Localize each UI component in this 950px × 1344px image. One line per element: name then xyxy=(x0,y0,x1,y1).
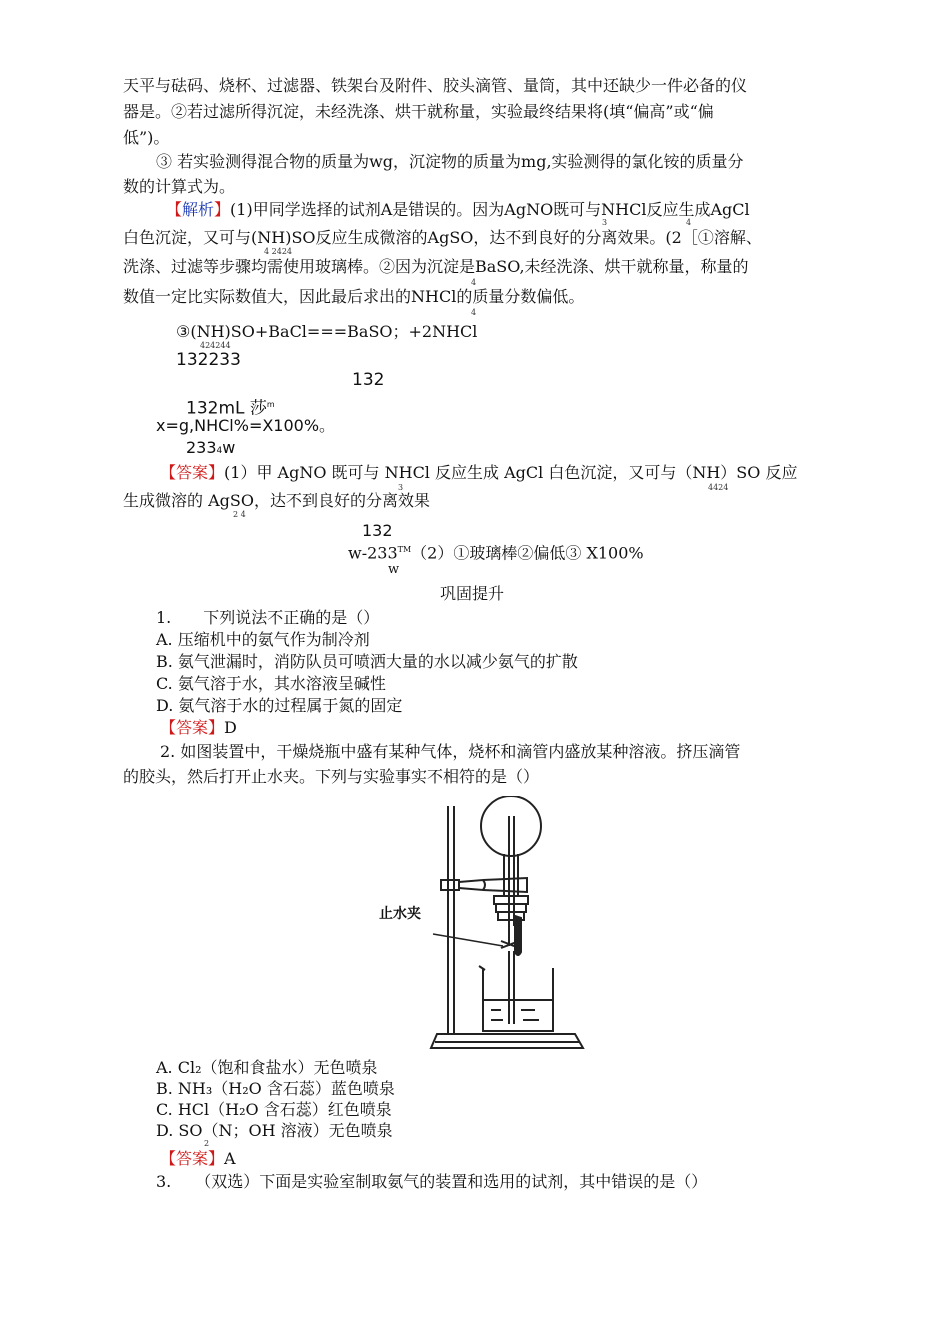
text-line: 数的计算式为。 xyxy=(123,177,236,196)
text-line: 器是。②若过滤所得沉淀，未经洗涤、烘干就称量，实验最终结果将(填“偏高”或“偏 xyxy=(123,102,714,121)
q2-stem-line-1: 2. 如图装置中，干燥烧瓶中盛有某种气体，烧杯和滴管内盛放某种溶液。挤压滴管 xyxy=(160,742,741,761)
result-line: x=g,NHCl%=X100%。 xyxy=(156,416,336,435)
text-line: ③ 若实验测得混合物的质量为wg，沉淀物的质量为mg,实验测得的氯化铵的质量分 xyxy=(156,152,744,171)
denominator xyxy=(186,438,235,461)
answer-text: (1）甲 AgNO 既可与 NHCl 反应生成 AgCl 白色沉淀，又可与（NH）SO 反应 xyxy=(224,463,798,482)
q2-stem-line-2: 的胶头，然后打开止水夹。下列与实验事实不相符的是（） xyxy=(123,767,540,786)
answer-part-2: （2）①玻璃棒②偏低③ X100% xyxy=(411,543,644,563)
answer-tag: 【答案】 xyxy=(160,1149,225,1168)
fraction-numerator: 132 xyxy=(352,370,385,390)
equation: ③(NH)SO+BaCl===BaSO；+2NHCl xyxy=(176,322,478,341)
denominator-value: 233 xyxy=(186,438,217,457)
subscript: 4 xyxy=(471,278,477,287)
answer-fraction-denominator: w xyxy=(388,562,400,577)
answer-1-line-2: 生成微溶的 AgSO，达不到良好的分离效果 xyxy=(123,491,430,510)
subscript: 2 xyxy=(204,1139,210,1148)
answer-tag: 【答案】 xyxy=(160,463,225,482)
answer-1-line-1 xyxy=(160,463,797,483)
q1-stem: 1. 下列说法不正确的是（） xyxy=(156,608,380,627)
subscript: 4 2424 xyxy=(264,247,292,256)
q2-option-a: A. Cl₂（饱和食盐水）无色喷泉 xyxy=(156,1058,378,1077)
q1-answer xyxy=(160,718,237,738)
superscript: TM xyxy=(397,545,412,554)
subscript: 3 xyxy=(602,218,608,227)
answer-tag: 【答案】 xyxy=(160,718,225,737)
proportion-text: 132mL 莎 xyxy=(186,398,267,419)
q1-option-c: C. 氨气溶于水，其水溶液呈碱性 xyxy=(156,674,386,693)
subscript: 424244 xyxy=(200,341,231,350)
molar-mass-row: 132233 xyxy=(176,350,241,370)
analysis-line-2: 白色沉淀，又可与(NH)SO反应生成微溶的AgSO，达不到良好的分离效果。(2［①溶解、 xyxy=(123,228,762,247)
q1-option-d: D. 氨气溶于水的过程属于氮的固定 xyxy=(156,696,403,715)
q2-option-b: B. NH₃（H₂O 含石蕊）蓝色喷泉 xyxy=(156,1079,395,1098)
q2-option-d: D. SO（N；OH 溶液）无色喷泉 xyxy=(156,1121,393,1140)
analysis-tag-open: 【 xyxy=(166,200,183,219)
subscript: 4424 xyxy=(708,483,729,492)
analysis-tag-word: 解析 xyxy=(182,200,215,219)
analysis-line-4: 数值一定比实际数值大，因此最后求出的NHCl的质量分数偏低。 xyxy=(123,287,585,306)
subscript: 4 xyxy=(686,218,692,227)
answer-value: A xyxy=(224,1149,236,1168)
answer-fraction-numerator: 132 xyxy=(362,521,393,540)
text-line: 天平与砝码、烧杯、过滤器、铁架台及附件、胶头滴管、量筒，其中还缺少一件必备的仪 xyxy=(123,76,748,95)
analysis-tag-close: 】 xyxy=(214,200,231,219)
q1-option-a: A. 压缩机中的氨气作为制冷剂 xyxy=(156,630,370,649)
apparatus-figure xyxy=(375,796,595,1056)
subscript: 3 xyxy=(398,483,404,492)
text-line: 低”)。 xyxy=(123,128,170,147)
subscript: 4 xyxy=(216,446,223,456)
q1-option-b: B. 氨气泄漏时，消防队员可喷洒大量的水以减少氨气的扩散 xyxy=(156,652,578,671)
answer-value: D xyxy=(224,718,237,737)
analysis-line-3: 洗涤、过滤等步骤均需使用玻璃棒。②因为沉淀是BaSO,未经洗涤、烘干就称量，称量的 xyxy=(123,257,749,276)
answer-denominator: w-233 xyxy=(348,543,398,563)
q2-option-c: C. HCl（H₂O 含石蕊）红色喷泉 xyxy=(156,1100,392,1119)
q2-answer xyxy=(160,1149,236,1169)
superscript: m xyxy=(266,400,275,409)
analysis-heading xyxy=(166,200,750,220)
fountain-apparatus-drawing xyxy=(375,796,595,1056)
subscript: 4 xyxy=(471,308,477,317)
q3-stem: 3. （双选）下面是实验室制取氨气的装置和选用的试剂，其中错误的是（） xyxy=(156,1172,708,1191)
stop-clamp-label: 止水夹 xyxy=(379,906,421,922)
denominator-var: w xyxy=(222,438,236,457)
subscript: 2 4 xyxy=(233,510,246,519)
section-title: 巩固提升 xyxy=(440,584,505,603)
analysis-line-1: (1)甲同学选择的试剂A是错误的。因为AgNO既可与NHCl反应生成AgCl xyxy=(230,200,750,219)
